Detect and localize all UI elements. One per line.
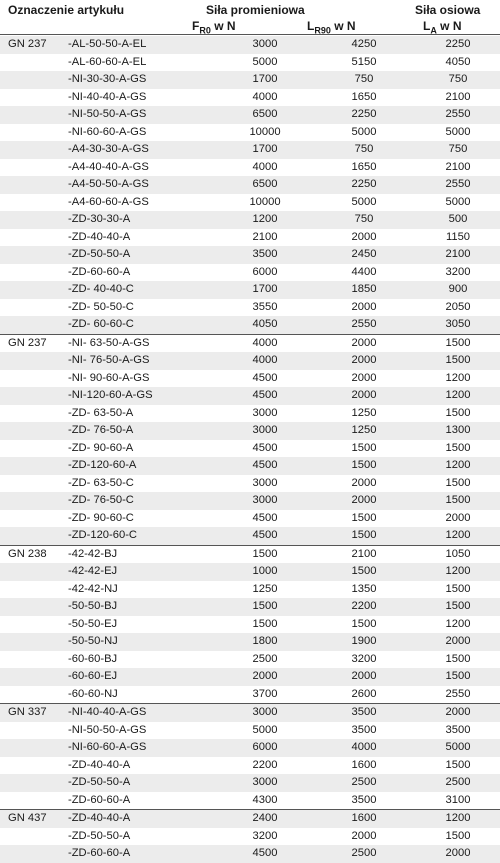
article-code-cell: -ZD-30-30-A xyxy=(68,211,218,229)
lr90-value-cell: 1600 xyxy=(312,757,416,775)
lr90-value-cell: 2200 xyxy=(312,598,416,616)
series-cell xyxy=(0,211,68,229)
series-cell xyxy=(0,845,68,863)
series-cell xyxy=(0,475,68,493)
series-cell xyxy=(0,774,68,792)
fr0-value-cell: 1800 xyxy=(218,633,312,651)
lr90-value-cell: 2600 xyxy=(312,686,416,704)
la-value-cell: 1500 xyxy=(416,405,500,423)
table-row xyxy=(0,71,500,89)
lr90-value-cell: 5150 xyxy=(312,54,416,72)
article-code-cell: -NI- 63-50-A-GS xyxy=(68,334,218,352)
table-header xyxy=(0,0,500,35)
table-row xyxy=(0,633,500,651)
series-cell xyxy=(0,316,68,334)
la-value-cell: 1500 xyxy=(416,828,500,846)
article-code-cell: -AL-50-50-A-EL xyxy=(68,36,218,54)
la-value-cell: 2550 xyxy=(416,106,500,124)
lr90-value-cell: 1500 xyxy=(312,527,416,545)
fr0-value-cell: 4300 xyxy=(218,792,312,810)
fr0-value-cell: 3000 xyxy=(218,492,312,510)
la-value-cell: 1050 xyxy=(416,545,500,563)
table-row xyxy=(0,686,500,704)
lr90-value-cell: 3200 xyxy=(312,651,416,669)
series-cell xyxy=(0,422,68,440)
fr0-value-cell: 10000 xyxy=(218,124,312,142)
la-value-cell: 2050 xyxy=(416,299,500,317)
table-row xyxy=(0,828,500,846)
la-value-cell: 2100 xyxy=(416,159,500,177)
fr0-value-cell: 4000 xyxy=(218,334,312,352)
table-row xyxy=(0,299,500,317)
la-value-cell: 900 xyxy=(416,281,500,299)
lr90-value-cell: 2500 xyxy=(312,774,416,792)
lr90-value-cell: 5000 xyxy=(312,194,416,212)
table-row xyxy=(0,722,500,740)
series-cell xyxy=(0,89,68,107)
table-row xyxy=(0,352,500,370)
series-cell xyxy=(0,457,68,475)
lr90-value-cell: 2000 xyxy=(312,370,416,388)
series-cell xyxy=(0,722,68,740)
series-cell xyxy=(0,527,68,545)
article-code-cell: -A4-50-50-A-GS xyxy=(68,176,218,194)
series-cell xyxy=(0,616,68,634)
lr90-value-cell: 2100 xyxy=(312,545,416,563)
lr90-value-cell: 3500 xyxy=(312,722,416,740)
la-value-cell: 5000 xyxy=(416,124,500,142)
la-value-cell: 1200 xyxy=(416,527,500,545)
la-value-cell: 2100 xyxy=(416,246,500,264)
fr0-value-cell: 1700 xyxy=(218,71,312,89)
fr0-value-cell: 4500 xyxy=(218,510,312,528)
series-cell xyxy=(0,387,68,405)
la-value-cell: 2550 xyxy=(416,176,500,194)
article-code-cell: -ZD-50-50-A xyxy=(68,246,218,264)
series-cell: GN 237 xyxy=(0,36,68,54)
lr90-value-cell: 4400 xyxy=(312,264,416,282)
article-code-cell: -A4-40-40-A-GS xyxy=(68,159,218,177)
lr90-value-cell: 5000 xyxy=(312,124,416,142)
series-cell xyxy=(0,633,68,651)
fr0-value-cell: 1500 xyxy=(218,598,312,616)
series-cell xyxy=(0,563,68,581)
la-value-cell: 5000 xyxy=(416,194,500,212)
fr0-value-cell: 6500 xyxy=(218,176,312,194)
radial-force-header: Siła promieniowa xyxy=(206,3,305,17)
lr90-value-cell: 2000 xyxy=(312,668,416,686)
article-code-cell: -NI-40-40-A-GS xyxy=(68,89,218,107)
la-value-cell: 2000 xyxy=(416,845,500,863)
article-column-header: Oznaczenie artykułu xyxy=(8,3,125,17)
fr0-value-cell: 5000 xyxy=(218,722,312,740)
la-value-cell: 1300 xyxy=(416,422,500,440)
table-row xyxy=(0,668,500,686)
series-cell xyxy=(0,598,68,616)
lr90-value-cell: 750 xyxy=(312,141,416,159)
fr0-value-cell: 3000 xyxy=(218,36,312,54)
la-value-cell: 3200 xyxy=(416,264,500,282)
article-code-cell: -50-50-BJ xyxy=(68,598,218,616)
la-value-cell: 2100 xyxy=(416,89,500,107)
series-cell xyxy=(0,229,68,247)
series-cell xyxy=(0,405,68,423)
la-value-cell: 1200 xyxy=(416,457,500,475)
lr90-value-cell: 2000 xyxy=(312,229,416,247)
lr90-value-cell: 1650 xyxy=(312,89,416,107)
la-value-cell: 1500 xyxy=(416,651,500,669)
fr0-value-cell: 6500 xyxy=(218,106,312,124)
fr0-value-cell: 2200 xyxy=(218,757,312,775)
lr90-column-header: $L_{R90}$ w N xyxy=(307,19,356,36)
fr0-value-cell: 6000 xyxy=(218,264,312,282)
lr90-value-cell: 2000 xyxy=(312,387,416,405)
lr90-value-cell: 2000 xyxy=(312,828,416,846)
article-code-cell: -A4-30-30-A-GS xyxy=(68,141,218,159)
la-value-cell: 1200 xyxy=(416,370,500,388)
article-code-cell: -ZD-60-60-A xyxy=(68,264,218,282)
fr0-value-cell: 1700 xyxy=(218,281,312,299)
la-value-cell: 1200 xyxy=(416,563,500,581)
series-cell xyxy=(0,440,68,458)
article-code-cell: -ZD- 50-50-C xyxy=(68,299,218,317)
table-row xyxy=(0,598,500,616)
table-row xyxy=(0,387,500,405)
la-value-cell: 4050 xyxy=(416,54,500,72)
article-code-cell: -ZD-120-60-C xyxy=(68,527,218,545)
la-value-cell: 2500 xyxy=(416,774,500,792)
lr90-value-cell: 2000 xyxy=(312,299,416,317)
fr0-value-cell: 4500 xyxy=(218,370,312,388)
la-value-cell: 1500 xyxy=(416,492,500,510)
fr0-value-cell: 2000 xyxy=(218,668,312,686)
lr90-value-cell: 2500 xyxy=(312,845,416,863)
fr0-value-cell: 3500 xyxy=(218,246,312,264)
series-cell xyxy=(0,299,68,317)
fr0-value-cell: 2500 xyxy=(218,651,312,669)
article-code-cell: -ZD- 90-60-C xyxy=(68,510,218,528)
series-cell xyxy=(0,264,68,282)
series-cell: GN 437 xyxy=(0,810,68,828)
series-cell: GN 337 xyxy=(0,704,68,722)
article-code-cell: -ZD- 90-60-A xyxy=(68,440,218,458)
article-code-cell: -42-42-EJ xyxy=(68,563,218,581)
lr90-value-cell: 1650 xyxy=(312,159,416,177)
lr90-value-cell: 1500 xyxy=(312,616,416,634)
table-row xyxy=(0,211,500,229)
lr90-value-cell: 2250 xyxy=(312,106,416,124)
series-cell xyxy=(0,246,68,264)
table-row xyxy=(0,54,500,72)
la-value-cell: 1200 xyxy=(416,616,500,634)
article-code-cell: -ZD-60-60-A xyxy=(68,792,218,810)
table-row xyxy=(0,810,500,828)
lr90-value-cell: 1500 xyxy=(312,510,416,528)
fr0-value-cell: 4500 xyxy=(218,440,312,458)
la-value-cell: 1500 xyxy=(416,668,500,686)
table-row xyxy=(0,141,500,159)
la-value-cell: 1500 xyxy=(416,598,500,616)
fr0-value-cell: 4000 xyxy=(218,89,312,107)
table-row xyxy=(0,440,500,458)
table-row xyxy=(0,422,500,440)
la-value-cell: 500 xyxy=(416,211,500,229)
table-row xyxy=(0,370,500,388)
article-code-cell: -NI-60-60-A-GS xyxy=(68,739,218,757)
load-table-body xyxy=(0,36,500,863)
table-row xyxy=(0,651,500,669)
article-code-cell: -ZD- 76-50-C xyxy=(68,492,218,510)
table-row xyxy=(0,527,500,545)
lr90-value-cell: 2550 xyxy=(312,316,416,334)
table-row xyxy=(0,334,500,352)
fr0-value-cell: 2400 xyxy=(218,810,312,828)
series-cell xyxy=(0,668,68,686)
table-row xyxy=(0,36,500,54)
la-value-cell: 1500 xyxy=(416,757,500,775)
lr90-value-cell: 4000 xyxy=(312,739,416,757)
article-code-cell: -ZD- 40-40-C xyxy=(68,281,218,299)
article-code-cell: -60-60-EJ xyxy=(68,668,218,686)
fr0-value-cell: 3000 xyxy=(218,704,312,722)
lr90-value-cell: 1500 xyxy=(312,440,416,458)
table-row xyxy=(0,545,500,563)
article-code-cell: -NI-50-50-A-GS xyxy=(68,722,218,740)
article-code-cell: -ZD- 63-50-C xyxy=(68,475,218,493)
table-row xyxy=(0,176,500,194)
fr0-value-cell: 3200 xyxy=(218,828,312,846)
article-code-cell: -ZD-50-50-A xyxy=(68,774,218,792)
series-cell xyxy=(0,124,68,142)
la-value-cell: 3500 xyxy=(416,722,500,740)
lr90-value-cell: 1250 xyxy=(312,405,416,423)
article-code-cell: -ZD- 63-50-A xyxy=(68,405,218,423)
series-cell xyxy=(0,492,68,510)
la-value-cell: 3100 xyxy=(416,792,500,810)
article-code-cell: -ZD- 76-50-A xyxy=(68,422,218,440)
lr90-value-cell: 4250 xyxy=(312,36,416,54)
article-code-cell: -NI-120-60-A-GS xyxy=(68,387,218,405)
fr0-value-cell: 3550 xyxy=(218,299,312,317)
article-code-cell: -60-60-BJ xyxy=(68,651,218,669)
article-code-cell: -ZD-40-40-A xyxy=(68,810,218,828)
lr90-value-cell: 2000 xyxy=(312,334,416,352)
table-row xyxy=(0,563,500,581)
table-row xyxy=(0,739,500,757)
fr0-value-cell: 4500 xyxy=(218,387,312,405)
lr90-value-cell: 2000 xyxy=(312,492,416,510)
la-value-cell: 3050 xyxy=(416,316,500,334)
fr0-value-cell: 3000 xyxy=(218,774,312,792)
table-row xyxy=(0,124,500,142)
lr90-value-cell: 1900 xyxy=(312,633,416,651)
la-value-cell: 750 xyxy=(416,71,500,89)
table-row xyxy=(0,89,500,107)
lr90-value-cell: 2000 xyxy=(312,352,416,370)
lr90-value-cell: 2250 xyxy=(312,176,416,194)
fr0-value-cell: 1000 xyxy=(218,563,312,581)
series-cell xyxy=(0,581,68,599)
la-value-cell: 1200 xyxy=(416,810,500,828)
load-table xyxy=(0,36,500,863)
table-row xyxy=(0,704,500,722)
article-code-cell: -42-42-NJ xyxy=(68,581,218,599)
article-code-cell: -AL-60-60-A-EL xyxy=(68,54,218,72)
lr90-value-cell: 2450 xyxy=(312,246,416,264)
fr0-value-cell: 4500 xyxy=(218,457,312,475)
la-value-cell: 1200 xyxy=(416,387,500,405)
fr0-value-cell: 5000 xyxy=(218,54,312,72)
series-cell xyxy=(0,71,68,89)
fr0-value-cell: 3000 xyxy=(218,405,312,423)
article-code-cell: -ZD- 60-60-C xyxy=(68,316,218,334)
table-row xyxy=(0,405,500,423)
article-code-cell: -ZD-120-60-A xyxy=(68,457,218,475)
lr90-value-cell: 2000 xyxy=(312,475,416,493)
article-code-cell: -NI-50-50-A-GS xyxy=(68,106,218,124)
article-code-cell: -ZD-40-40-A xyxy=(68,757,218,775)
series-cell xyxy=(0,370,68,388)
axial-force-header: Siła osiowa xyxy=(415,3,481,17)
la-value-cell: 1500 xyxy=(416,581,500,599)
fr0-value-cell: 1500 xyxy=(218,545,312,563)
table-row xyxy=(0,457,500,475)
fr0-value-cell: 10000 xyxy=(218,194,312,212)
table-row xyxy=(0,264,500,282)
la-value-cell: 750 xyxy=(416,141,500,159)
lr90-value-cell: 3500 xyxy=(312,792,416,810)
table-row xyxy=(0,792,500,810)
table-row xyxy=(0,492,500,510)
fr0-value-cell: 1250 xyxy=(218,581,312,599)
lr90-value-cell: 750 xyxy=(312,211,416,229)
table-row xyxy=(0,106,500,124)
article-code-cell: -60-60-NJ xyxy=(68,686,218,704)
fr0-column-header: $F_{R0}$ w N xyxy=(192,19,236,36)
fr0-value-cell: 3000 xyxy=(218,422,312,440)
series-cell xyxy=(0,792,68,810)
la-value-cell: 1500 xyxy=(416,334,500,352)
series-cell xyxy=(0,159,68,177)
la-value-cell: 1500 xyxy=(416,475,500,493)
table-row xyxy=(0,159,500,177)
series-cell xyxy=(0,757,68,775)
article-code-cell: -NI- 76-50-A-GS xyxy=(68,352,218,370)
lr90-value-cell: 1600 xyxy=(312,810,416,828)
series-cell xyxy=(0,176,68,194)
fr0-value-cell: 1500 xyxy=(218,616,312,634)
fr0-value-cell: 4050 xyxy=(218,316,312,334)
article-code-cell: -ZD-40-40-A xyxy=(68,229,218,247)
la-value-cell: 2000 xyxy=(416,704,500,722)
table-row xyxy=(0,845,500,863)
article-code-cell: -NI- 90-60-A-GS xyxy=(68,370,218,388)
table-row xyxy=(0,475,500,493)
series-cell: GN 237 xyxy=(0,334,68,352)
la-column-header: $L_A$ w N xyxy=(423,19,462,36)
lr90-value-cell: 1850 xyxy=(312,281,416,299)
table-row xyxy=(0,757,500,775)
article-code-cell: -ZD-50-50-A xyxy=(68,828,218,846)
article-code-cell: -A4-60-60-A-GS xyxy=(68,194,218,212)
table-row xyxy=(0,774,500,792)
fr0-value-cell: 2100 xyxy=(218,229,312,247)
article-code-cell: -50-50-NJ xyxy=(68,633,218,651)
article-code-cell: -NI-40-40-A-GS xyxy=(68,704,218,722)
fr0-value-cell: 4500 xyxy=(218,845,312,863)
series-cell xyxy=(0,352,68,370)
la-value-cell: 1500 xyxy=(416,352,500,370)
fr0-value-cell: 4000 xyxy=(218,159,312,177)
article-code-cell: -50-50-EJ xyxy=(68,616,218,634)
table-row xyxy=(0,581,500,599)
lr90-value-cell: 1250 xyxy=(312,422,416,440)
fr0-value-cell: 3000 xyxy=(218,475,312,493)
la-value-cell: 1150 xyxy=(416,229,500,247)
table-row xyxy=(0,246,500,264)
series-cell xyxy=(0,281,68,299)
series-cell xyxy=(0,510,68,528)
fr0-value-cell: 6000 xyxy=(218,739,312,757)
fr0-value-cell: 1700 xyxy=(218,141,312,159)
article-code-cell: -42-42-BJ xyxy=(68,545,218,563)
series-cell xyxy=(0,54,68,72)
lr90-value-cell: 1500 xyxy=(312,457,416,475)
table-row xyxy=(0,510,500,528)
table-row xyxy=(0,281,500,299)
series-cell xyxy=(0,739,68,757)
series-cell xyxy=(0,141,68,159)
fr0-value-cell: 4500 xyxy=(218,527,312,545)
table-row xyxy=(0,194,500,212)
fr0-value-cell: 3700 xyxy=(218,686,312,704)
la-value-cell: 1500 xyxy=(416,440,500,458)
series-cell xyxy=(0,651,68,669)
table-row xyxy=(0,616,500,634)
lr90-value-cell: 1350 xyxy=(312,581,416,599)
series-cell xyxy=(0,686,68,704)
fr0-value-cell: 4000 xyxy=(218,352,312,370)
la-value-cell: 2000 xyxy=(416,633,500,651)
article-code-cell: -NI-30-30-A-GS xyxy=(68,71,218,89)
series-cell: GN 238 xyxy=(0,545,68,563)
series-cell xyxy=(0,194,68,212)
lr90-value-cell: 1500 xyxy=(312,563,416,581)
la-value-cell: 5000 xyxy=(416,739,500,757)
lr90-value-cell: 3500 xyxy=(312,704,416,722)
article-code-cell: -ZD-60-60-A xyxy=(68,845,218,863)
la-value-cell: 2550 xyxy=(416,686,500,704)
table-row xyxy=(0,229,500,247)
fr0-value-cell: 1200 xyxy=(218,211,312,229)
series-cell xyxy=(0,106,68,124)
table-row xyxy=(0,316,500,334)
la-value-cell: 2250 xyxy=(416,36,500,54)
la-value-cell: 2000 xyxy=(416,510,500,528)
series-cell xyxy=(0,828,68,846)
article-code-cell: -NI-60-60-A-GS xyxy=(68,124,218,142)
lr90-value-cell: 750 xyxy=(312,71,416,89)
